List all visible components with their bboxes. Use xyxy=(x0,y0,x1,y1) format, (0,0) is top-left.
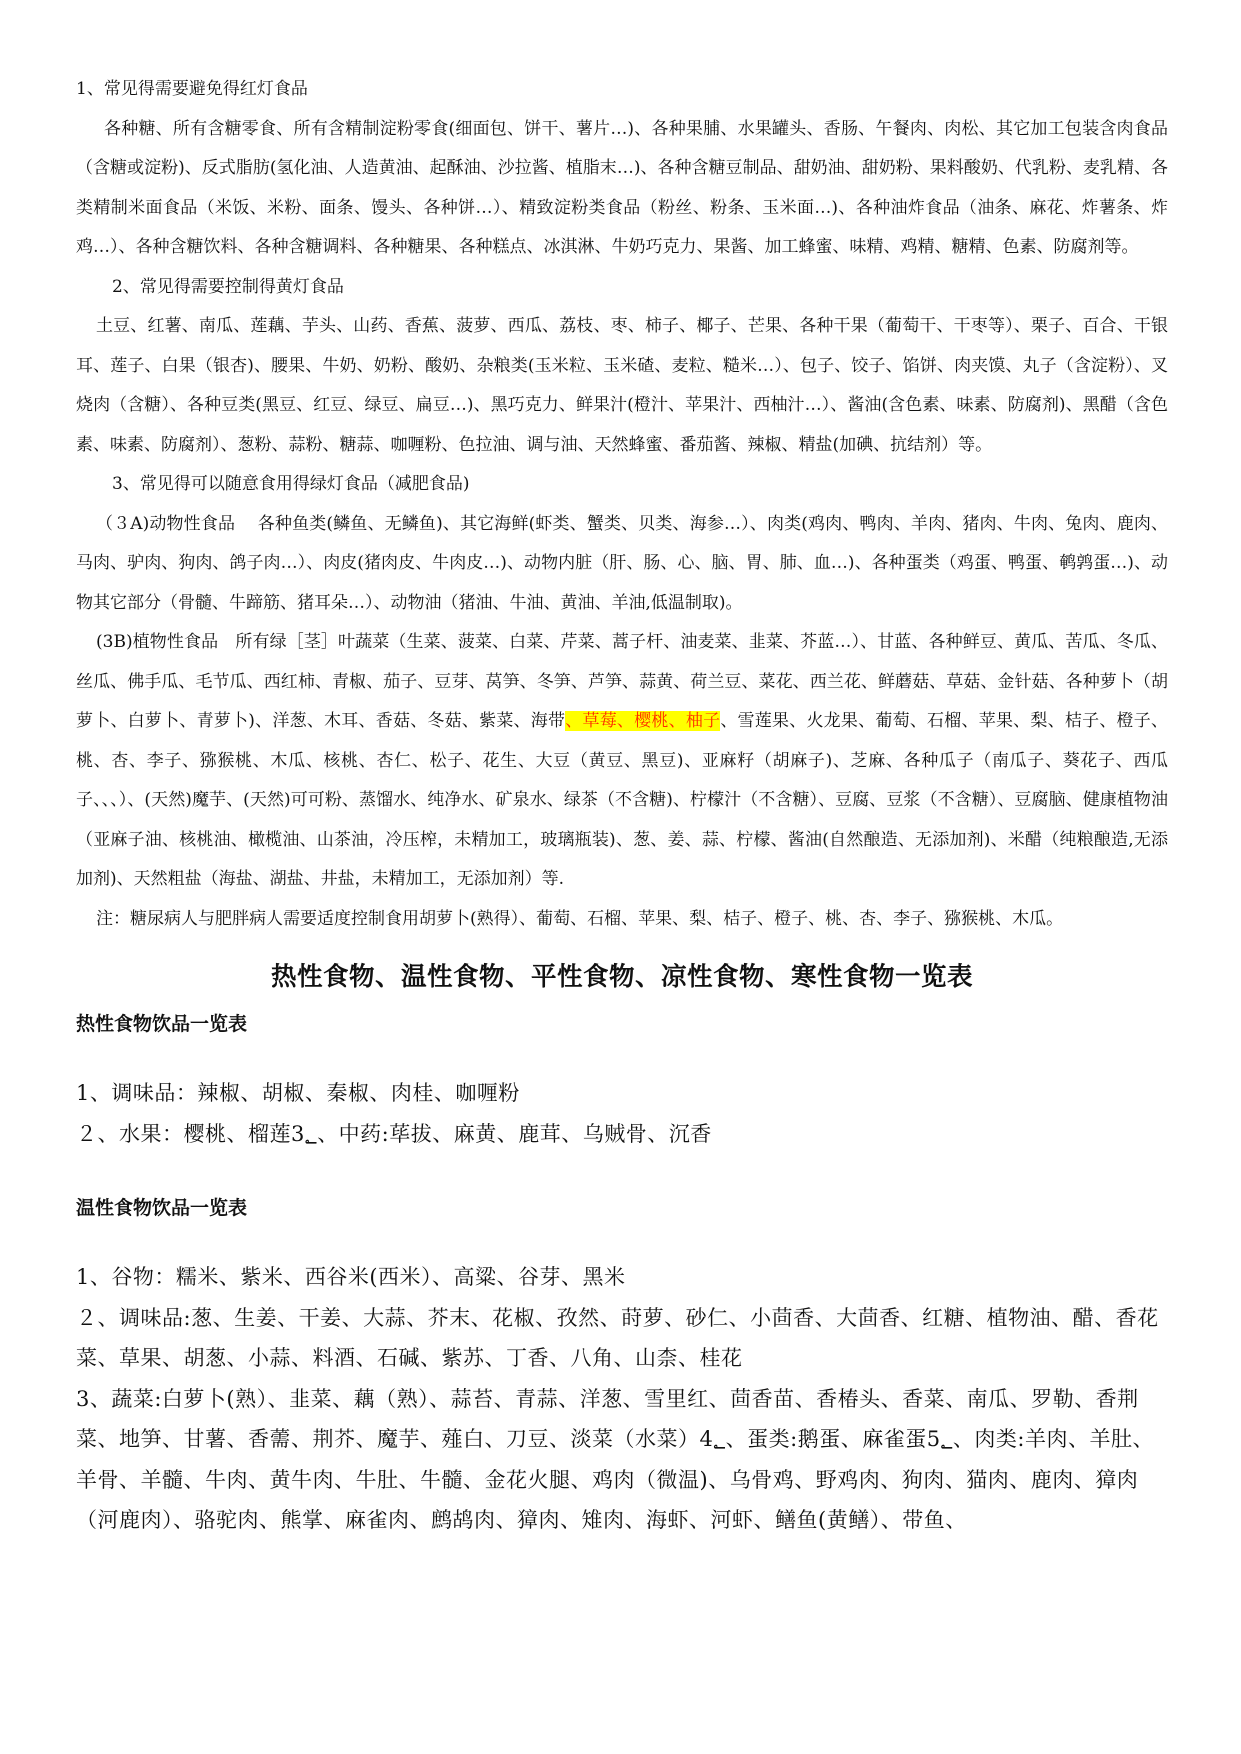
section3-animal-paragraph: （３A)动物性食品 各种鱼类(鳞鱼、无鳞鱼)、其它海鲜(虾类、蟹类、贝类、海参…）、肉类(鸡肉、鸭肉、羊肉、猪肉、牛肉、兔肉、鹿肉、马肉、驴肉、狗肉、鸽子肉…）、肉皮(猪肉皮、牛肉皮…)、动物内脏（肝、肠、心、脑、胃、肺、血…)、各种蛋类（鸡蛋、鸭蛋、鹌鹑蛋…)、动物其它部分（骨髓、牛蹄筋、猪耳朵…）、动物油（猪油、牛油、黄油、羊油,低温制取)。 xyxy=(76,513,1168,613)
plant-text-before: (3B)植物性食品 所有绿［茎］叶蔬菜（生菜、菠菜、白菜、芹菜、蒿子杆、油麦菜、韭菜、芥蓝…）、甘蓝、各种鲜豆、黄瓜、苦瓜、冬瓜、丝瓜、佛手瓜、毛节瓜、西红柿、青椒、茄子、豆芽、莴笋、冬笋、芦笋、蒜黄、荷兰豆、菜花、西兰花、鲜蘑菇、草菇、金针菇、各种萝卜（胡萝卜、白萝卜、青萝卜)、洋葱、木耳、香菇、冬菇、紫菜、海带 xyxy=(76,632,1168,731)
highlighted-fruits: 、草莓、樱桃、柚子 xyxy=(565,711,721,731)
spacer xyxy=(76,1039,1168,1073)
hot-foods-title: 热性食物饮品一览表 xyxy=(76,1013,248,1035)
note-paragraph: 注：糖尿病人与肥胖病人需要适度控制食用胡萝卜(熟得）、葡萄、石榴、苹果、梨、桔子、橙子、桃、杏、李子、猕猴桃、木瓜。 xyxy=(96,908,1064,929)
spacer xyxy=(76,1223,1168,1257)
warm-line-3: 3、蔬菜:白萝卜(熟）、韭菜、藕（熟）、蒜苔、青蒜、洋葱、雪里红、茴香苗、香椿头、香菜、南瓜、罗勒、香荆菜、地笋、甘薯、香薷、荆芥、魔芋、薤白、刀豆、淡菜（水菜）4؂、蛋类:鹅蛋、麻雀蛋5؂、肉类:羊肉、羊肚、羊骨、羊髓、牛肉、黄牛肉、牛肚、牛髓、金花火腿、鸡肉（微温)、乌骨鸡、野鸡肉、狗肉、猫肉、鹿肉、獐肉（河鹿肉）、骆驼肉、熊掌、麻雀肉、鹧鸪肉、獐肉、雉肉、海虾、河虾、鳝鱼(黄鳝）、带鱼、 xyxy=(76,1386,1154,1532)
section3-heading: 3、常见得可以随意食用得绿灯食品（减肥食品) xyxy=(112,474,470,494)
warm-line-2: ２、调味品:葱、生姜、干姜、大蒜、芥末、花椒、孜然、莳萝、砂仁、小茴香、大茴香、红糖、植物油、醋、香花菜、草果、胡葱、小蒜、料酒、石碱、紫苏、丁香、八角、山柰、桂花 xyxy=(76,1305,1159,1370)
spacer xyxy=(76,1154,1168,1181)
section3-plant-paragraph xyxy=(76,623,1168,900)
section1-heading: 1、常见得需要避免得红灯食品 xyxy=(76,79,308,99)
section1-body: 各种糖、所有含糖零食、所有含精制淀粉零食(细面包、饼干、薯片…)、各种果脯、水果罐头、香肠、午餐肉、肉松、其它加工包装含肉食品（含糖或淀粉)、反式脂肪(氢化油、人造黄油、起酥油、沙拉酱、植脂末…)、各种含糖豆制品、甜奶油、甜奶粉、果料酸奶、代乳粉、麦乳精、各类精制米面食品（米饭、米粉、面条、馒头、各种饼…）、精致淀粉类食品（粉丝、粉条、玉米面…)、各种油炸食品（油条、麻花、炸薯条、炸鸡…）、各种含糖饮料、各种含糖调料、各种糖果、各种糕点、冰淇淋、牛奶巧克力、果酱、加工蜂蜜、味精、鸡精、糖精、色素、防腐剂等。 xyxy=(76,118,1168,257)
hot-line-2: ２、水果：樱桃、榴莲3؂、中药:荜拔、麻黄、鹿茸、乌贼骨、沉香 xyxy=(76,1121,712,1146)
document-page xyxy=(76,70,1168,1541)
section2-heading: 2、常见得需要控制得黄灯食品 xyxy=(112,276,344,297)
section2-body: 土豆、红薯、南瓜、莲藕、芋头、山药、香蕉、菠萝、西瓜、荔枝、枣、柿子、椰子、芒果、各种干果（葡萄干、干枣等）、栗子、百合、干银耳、莲子、白果（银杏)、腰果、牛奶、奶粉、酸奶、杂粮类(玉米粒、玉米碴、麦粒、糙米…）、包子、饺子、馅饼、肉夹馍、丸子（含淀粉）、叉烧肉（含糖）、各种豆类(黑豆、红豆、绿豆、扁豆…)、黑巧克力、鲜果汁(橙汁、苹果汁、西柚汁…）、酱油(含色素、味素、防腐剂)、黑醋（含色素、味素、防腐剂）、葱粉、蒜粉、糖蒜、咖喱粉、色拉油、调与油、天然蜂蜜、番茄酱、辣椒、精盐(加碘、抗结剂）等。 xyxy=(76,316,1168,455)
main-title: 热性食物、温性食物、平性食物、凉性食物、寒性食物一览表 xyxy=(270,962,973,992)
hot-line-1: 1、调味品：辣椒、胡椒、秦椒、肉桂、咖喱粉 xyxy=(76,1081,520,1105)
plant-text-after: 、雪莲果、火龙果、葡萄、石榴、苹果、梨、桔子、橙子、桃、杏、李子、猕猴桃、木瓜、核桃、杏仁、松子、花生、大豆（黄豆、黑豆)、亚麻籽（胡麻子)、芝麻、各种瓜子（南瓜子、葵花子、西瓜子、、、）、(天然)魔芋、(天然)可可粉、蒸馏水、纯净水、矿泉水、绿茶（不含糖)、柠檬汁（不含糖）、豆腐、豆浆（不含糖）、豆腐脑、健康植物油（亚麻子油、核桃油、橄榄油、山茶油，冷压榨，未精加工，玻璃瓶装)、葱、姜、蒜、柠檬、酱油(自然酿造、无添加剂)、米醋（纯粮酿造,无添加剂)、天然粗盐（海盐、湖盐、井盐，未精加工，无添加剂）等. xyxy=(76,711,1169,889)
warm-foods-title: 温性食物饮品一览表 xyxy=(76,1197,248,1219)
warm-line-1: 1、谷物：糯米、紫米、西谷米(西米）、高粱、谷芽、黑米 xyxy=(76,1265,626,1289)
